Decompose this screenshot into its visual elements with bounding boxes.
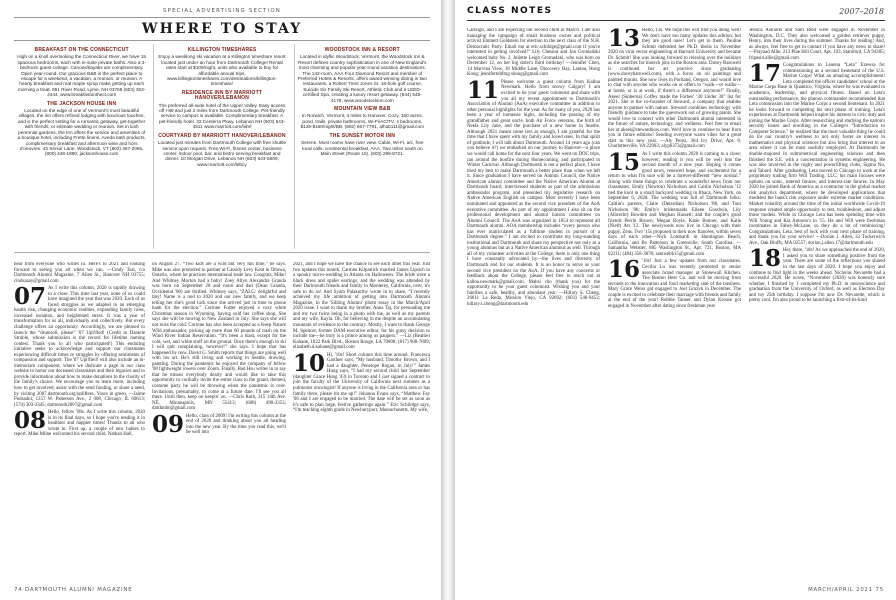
listing-name: COURTYARD BY MARRIOTT HANOVER/LEBANON bbox=[158, 132, 286, 139]
class-year-dropcap: 07 bbox=[14, 283, 47, 311]
class-year-dropcap: 16 bbox=[608, 256, 641, 284]
class-notes-column bbox=[152, 262, 286, 584]
page-folio: MARCH/APRIL 2021 75 bbox=[808, 587, 884, 593]
class-notes-column bbox=[608, 28, 741, 586]
class-note-text: Congratulations to Leanna “Leta” Ezewsa for commissioning as a second lieutenant of the U.S. Marine Corps! What an amazing accomplishment! Leta completed the officer candidates' school at the Marine Corps Base in Quantico, Virginia, where he was evaluated in academics, leadership, and physical fitness. Based on Leta's outstanding performance, the platoon commander recommended that Leta commission into the Marine Corps a second lieutenant. In 2021 he looks forward to completing his next phase of training. Leta's experiences at Dartmouth helped inspire his interest in civic duty and joining the Marine Corps. After researching and studying the nation's security issues and enrolling in the College's “Introduction to Computer Science,” he realized that the most valuable thing he could do for our country's wellness to not only foster an interest in mathematics and physical sciences but also bring that interest to an area where it can be most usefully employed. At Dartmouth he double-majored in sultrometrical engineering sciences and then finished the S.E. with a concentration in systems engineering. He was also involved in the rugby and powerlifting clubs, Sigma Nu, and Tabard. After graduating, Leta moved to Chicago to work at the proprietary trading firm Will Trading, LLC, his main focuses were options on sonic, interest futures, and interest-rate futures. In May 2020 he joined Bank of America as a contractor in the global market risk analytics department, where he developed applications that modeled the bank's risk exposure under extreme market conditions. Market volatility around the time of the initial worldwide Covid-19 response created ample opportunity to test, troubleshoot, and adjust those models. While in Chicago Leta has been spending time with Will Young and Kia Antonio's in '15. He and Will were freshman roommates in Fahey-McLane, so they do a lot of reminiscing! Congratulations, Leta, best of luck with your next phase of training, and thank you for your service! —Dorian J. Allen, 33 Tuckerwich Ave., Oak Bluffs, MA 02557; dorian.j.allen.17@dartmouth.edu bbox=[749, 63, 885, 246]
ad-kicker: SPECIAL ADVERTISING SECTION bbox=[163, 8, 281, 14]
class-year-dropcap: 17 bbox=[749, 60, 782, 88]
class-note-paragraph bbox=[293, 349, 430, 414]
ad-column bbox=[14, 44, 149, 249]
class-notes-column bbox=[14, 262, 145, 584]
class-note-text: 2021, and I hope we have the chance to see each other this year. Just two updates this month. Carmen Kilpatrick married James Lipsich in a spooky micro-wedding in Atlanta on Halloween. The bride wore a black dress and spider earrings, and the wedding was attended by their Dartmouth friends and family in Monterey, California, over, it's safe to do so! And Syam Palakurthy wrote in to share, “I recently achieved my life ambition of getting into Dartmouth Alumni Magazine, in the 'Sibling Alumni' photo essay in the March/April 2020 issue. I want to thank my brother, Anna Taj, for persuading me and my two twins being in a photo with me, as well as my parents and my wife, Kayla. Oh, for believing in me despite an accumulating mountain of evidence to the contrary. Mostly, I want to thank George M. Spencer, former DAM executive editor, for his gutsy decision to include me—he truly is a prince among us paupers.” —Liz (Beattie) Kahane, 1022 Park Blvd., Boston Rouge, LA 70808; (817) 908-7809; elizabeth.d.kahane@gmail.com bbox=[293, 262, 430, 351]
class-note-paragraph bbox=[749, 28, 885, 61]
listing-body: Enjoy a weeklong ski vacation at a Killington timeshare resort located just under an hour from Dartmouth College! Rental rates start at $109/night, units also available to buy for affordable annual trips. www.killingtontimeshares.com/destinations/killington-timeshare/ bbox=[158, 54, 286, 87]
section-title: CLASS NOTES bbox=[467, 6, 553, 16]
class-note-text: Hi, '10s! Short column this time around. Francesca Gardner says, “My husband, Timothy Brown, and I had a daughter, Penelope Rogan, in July!” James Hung says, “I had my second child last September (daughter Grace Hung '43) in Toronto and I just signed a contract to join the faculty of the University of California next summer as a pulmonist oncologist! If anyone is living in the California area or has family there, please hit me up!” Johanna Evans says, “Matthew Fay '06 and I are engaged to be married. The date will be set as soon as it's safe to plan large, festive gatherings again.” Eric Schilidge says, “I'm teaching eighth grade in Newburyport, Massachusetts. My wife, bbox=[293, 352, 430, 414]
class-note-paragraph bbox=[293, 262, 430, 351]
class-note-text: As I write this column 2020 is coming to a close; however, reading it you will be well into the second month of a new year. Hoping it comes good news, renewed hope, and excitement for a return to what I'm sure will be a forever-different “new normal.” Along with these things to celebrate a wonderful news from our classmates. Emily (Newton) Nicholson and Caitlin Nicholson '12 tied the knot in a small backyard wedding in Ithaca, New York, on September 6, 2020. The wedding was full of Dartmouth folks: Caitlin's parents, Claire (Detardian) Nicholson '88, and Toni Nicholson '88; Emily's bridesmaids Eileen Goodwin, Lily (Albrecht) Bowden and Meghan Hassett; and the couple's good friends Perrin Brown, Megan Boyle, Katie Bonner, and Katie (Nieft) Ars '12. The newlyweds now live in Chicago with their puppy, Zeus. Two '15s proposed to their now fiancées, within seven days of each other—Nick Lombardi in Huntington Beach, California, and Bo Patterson in Greenville, South Carolina. —Samantha Webster, 885 Washington St., Apt. 721, Boston, MA 02111; (484) 358-3878; samwebb15@gmail.com bbox=[608, 152, 741, 257]
class-note-text: As I write this column, 2020 is rapidly drawing to a close. This time last year, none of us could have imagined the year that was 2020. Each of us faced struggles as we adapted to an emerging health risk, changing economic realities, expanding family roles, increased isolation, and heightened stress. It was a year of transformation for us all, individually and collectively. But every challenge offers an opportunity. Accordingly, we are pleased to launch the “drumroll, please” '07 Upl!fted! (Credit to Daniele Struble, whose submission is the record for lifetime naming contest. Thank you to all who participated!) This enduring initiative seeks to acknowledge and support our classmates experiencing difficult times or struggles by offering sentiments of compassion and support. The '07 Upl!fted! will also include an in-memoriam component, where we dedicate a page in our class website to honor our deceased classmates and their legacies and to provide information about how to make donations to the charity of the family's choice. We encourage you to learn more, including how to get involved, assist with the send funding, or share a need, by visiting 2007.dartmouth.org/upliftees. Yours in green, —Jaime Podsadni, 1257 W. Patterson Ave., 2 008, Chicago, IL 60613; (574) 303-3345; dartmouth2007@gmail.com bbox=[14, 286, 145, 408]
ad-title: WHERE TO STAY bbox=[141, 21, 303, 37]
class-note-text: Hello, 13s. We hope this will find you doing well! We don't have too many updates this edition, but they are good ones! Let's get to them. Pauline Schmit defended her Ph.D. thesis in November 2020 on viral vector engineering at Harvard University and became Dr. Schmit! She was looking forward to relaxing over the holidays as she searches for biotech jobs in the Boston area. Davey Barnwell is continued her art practice since graduating (www.daveybarnwell.com), with a focus on oil paintings and painted murals. She now lives in Portland, Oregon, and would love to chat with anyone who works on or offers to “walk—or walks—at home, or is at work, if there's a difference anymore!” Finally, Akeel (Sinberna) Coffey made the Forbes' ‘30 Under 30” list for 2021. She is the co-founder of Steward, a company that enables anyone to partner with nature. Steward combines technology with friendly guidance to take the guesswork out of growing plants. She would love to connect with other Dartmouth alumni interested in the future of nature, technology, and wellness. Feel free to email her at akeel@stewardnow.com. We'd love to continue to hear from you in future editions! Sending everyone warm vibes for a great start to this new year. —Aly Perez, 304 Ivy Drive, Apt. 8, Charlottesville, VA 22903; alyp6373@gmail.com bbox=[608, 28, 741, 150]
listing-name: MOUNTAIN VIEW B&B bbox=[334, 106, 391, 113]
class-notes-column bbox=[293, 262, 430, 584]
class-note-text: Hello, fellow '08s. As I write this column, 2020 is in its final days, so I hope you're reading it in healthier and happier times! Thanks to all who wrote in. First up, a couple of new babies to report. Mike Milne welcomed his second child, Nathan Hall, bbox=[14, 410, 145, 438]
listing-name: RESIDENCE INN BY MARRIOTT HANOVER/LEBANON bbox=[181, 89, 263, 102]
class-note-paragraph bbox=[749, 60, 885, 246]
page-gutter bbox=[441, 0, 455, 600]
listing-name: WOODSTOCK INN & RESORT bbox=[324, 47, 400, 53]
class-year-dropcap: 10 bbox=[293, 349, 326, 377]
class-note-text: Please welcome a guest column from Kalina Newmark. Hello from snowy Calgary! I am excited to be your guest columnist and share with you all my recent appointment to Dartmouth's Association of Alumni (AoA) executive committee in addition to other personal highlights for the year. As for many of you, 2020 has been a year of immense highs, including the passing of my grandfather and great uncle, both Air Force veterans, the birth of Neela Lily Jane, and the purchase of a new home in Seattle. Although 2021 meant some less as enough, I am grateful for the time that I have spent with my family and loved ones. In that spirit of gratitude, I will talk about Dartmouth. Around 14 years ago (can you believe it?) we embarked on our journey to Hanover—a place we would call home for the next four years. We went on DOC trips, ran around the bonfire during Homecoming, and participated in Winter Carnival. Although Dartmouth is not a perfect place, I have tried my best to make Dartmouth a better place than when we left it. Since graduation I have served on Alumni Council, the Native American alumni committee and the Native American Alumni at Dartmouth board, interviewed students as part of the admissions ambassador program, and presented my legislative research on Native American English on campus. Most recently I have been nominated and appointed as the second vice president of the AoA executive committee. As part of my appointment I also sit on the professional development and alumni liaison committees on Alumni Council. The AoA was organized in 1854 to represent all Dartmouth alumni. AOA membership includes “every person who has ever matriculated as a fulltime student in pursuit of a Dartmouth degree.” I am excited to contribute my long-standing institutional and Dartmouth and share my perspective not only as a young alumnus but as a Native American alumnus as well. Through all of my volunteer activities at the College, there is only one thing I have constantly advocated by—the lives and diversity of Dartmouth and for our students. It is an honor to serve as your second vice president on the AoA. If you have any concerns or feedback about the College, please feel free to reach out at kalina.newmark@gmail.com. Mahsi cho (thank you) for the opportunity to be your guest columnist. Wishing you and your families a safe, healthy, and abundant year. —Hillary S. Cheng, 26611 La Reda, Mission Viejo, CA 92692; (603) 546-9452; hillary.s.cheng@dartmouth.edu bbox=[467, 79, 600, 307]
ad-rule bbox=[14, 17, 430, 18]
listing-body: Located on the edge of one of Vermont's most beautiful villages, the inn offers refined lodging with luxurious touches, and is the perfect setting for a romantic getaway, get-together with friends, or intimate wedding or reunion. Set in lush perennial gardens, the Inn offers the service and amenities of a boutique hotel, including Frette linens, Aveda bath products, complimentary breakfast and afternoon wine and hors d'oeuvres. 43 Senior Lane, Woodstock, VT (802) 457-2065, (800) 448-1890, jacksonhouse.com bbox=[17, 108, 146, 157]
class-note-paragraph bbox=[14, 407, 145, 438]
listing-body: In Norwich, Vermont, 4 miles to Hanover. Cozy, 150 acres, pond, trails, private bathrooms, Wi-Fi/AC/TV, 4 bedrooms, $125-$160/night/BB. (802) 667-7791, alhub111@gmail.com bbox=[300, 113, 425, 130]
left-page bbox=[0, 0, 441, 600]
class-note-paragraph bbox=[749, 245, 885, 304]
class-year-dropcap: 08 bbox=[14, 407, 47, 435]
page-folio: 74 DARTMOUTH ALUMNI MAGAZINE bbox=[14, 587, 133, 593]
class-note-paragraph bbox=[467, 76, 600, 307]
ad-column bbox=[294, 44, 430, 249]
class-note-text: Carleigh, and I are expecting our second child in March. I am also managing the campaign of small business owner and political activist Emmett Goldstein for election to the next class of the N.H. Democratic Party. Email me at eric.schildge@gmail.com if you're interested in getting involved!” Lily Chesnut and Jon Gromadzki welcomed baby No. 2, Juliette Leigh Gromadzki, who was born on December 12, on her big sister's third birthday! —Jennifer Chen, 14 Marvina View, 18 Middle Lane, Discovery Bay, Lantau, Hong Kong; jennifertobfmg shoug@gmail.com bbox=[467, 28, 600, 78]
class-year-dropcap: 11 bbox=[467, 76, 500, 104]
class-notes-column bbox=[749, 28, 885, 586]
class-year-dropcap: 15 bbox=[608, 149, 641, 177]
listing-body: The preferred all-suite hotel of the Upper Valley. Easy access off I-89 and just 2 miles from Dartmouth College. Pet-friendly service to campus is available. Complimentary breakfast. A pet-friendly hotel. 32 Centerra Pkwy, Lebanon NH (603) 643-4511 www.marriott.com/lebrl bbox=[158, 102, 286, 130]
listing-name: THE JACKSON HOUSE INN bbox=[47, 100, 117, 107]
class-year-dropcap: 18 bbox=[749, 245, 782, 273]
class-note-text: '16s! Just a few updates from our classmates. Cecilia Lu was recently promoted to senior associate brand manager at Stonewall Kitchen. The Boston Beer Co. and will be moving from seconds to the innovation and food marketing side of the business. Mary Grace Weiss got engaged to Joel Grazyk in December. The couple is excited to celebrate their marriage with friends and family at the end of the year! Robbie Tanner and Dylan Krouse got engaged in November after dating since freshman year bbox=[608, 259, 741, 309]
class-note-paragraph bbox=[467, 28, 600, 78]
class-note-text: hear from everyone who writes in. Here's to 2021 and looking forward to seeing you all when we can. —Cindy Tsai, c/o Dartmouth Alumni Magazine, 7 Allen St., Hanover NH 03755; cindsaaay@gmail.com bbox=[14, 262, 145, 284]
class-note-paragraph bbox=[608, 28, 741, 150]
listing-name: KILLINGTON TIMESHARES bbox=[187, 47, 257, 53]
class-note-paragraph bbox=[152, 410, 286, 438]
listing-body: Located just minutes from Dartmouth College with free shuttle service upon request. Free Wi-Fi, fitness center, business center, indoor pool, bar, and bistro serving breakfast and dinner. 10 Morgan Drive, Lebanon NH (603) 643-5600, www.marriott.com/lebcy bbox=[157, 140, 287, 167]
class-year-dropcap: 09 bbox=[152, 410, 185, 438]
where-to-stay-header bbox=[14, 8, 430, 44]
class-note-paragraph bbox=[608, 256, 741, 309]
listing-body: Serene. Most rooms have river view. Cable, Wi-Fi, a/c, free local calls, continental breakfast. AAA. Two miles south on Main Street (Route 10). (603) 298-8721. bbox=[301, 140, 424, 156]
class-range: 2007–2018 bbox=[839, 7, 884, 16]
class-note-text: on August 27. “Two kids are a wild but very fun time,” he says. Mike was also promoted to partner at Cassidy Levy Kent in Ottawa, Ontario, where he practices international trade law. Congrats, Mike! And Whitney Morton had a baby! Zoey Allyn Alexandra Granda was born on September 28 and mom and dad (Dean Granda, Occidental '08) are thrilled. Whitney says, “ZALG: delightful and tiny! Name is a nod to 2020 and our new family, and we keep telling her she's good luck since she arrived just in time to phone bank for the election.” Corinne Foster enjoyed a cozy white Christmas season in Wyoming, having sold her coffee shop. She says she will be moving to New Zealand in July. She says she will not miss the cold. Corinne has also been accepted as a Keep Nature Wild ambassador, picking up more than 60 pounds of trash on the Wind River Indian Reservation. “It's been a blast, except for the cold, wet, and white stuff on the ground. Once there's enough to ski I will quit complaining, however!” she says. I hope that has happened by now. David G. Smith reports that things are going well with his art. He's still living and working in Seattle, drawing, painting. During the pandemic he enjoyed the company of fellow '08 lightweight rowers over Zoom. Finally, Bad Hsu writes in to say that he misses everybody dearly and would like to take this opportunity to cordially invite the entire class to the grand, themed, costume party he will be throwing when the pandemic is over. Invitations, presumably, to come at a future date. I'll see you all there. Until then, keep on keepin' on. —Chris Roth, 315 14th Ave. NE, Minneapolis, MN 55413; (608) 490-3353; darthmbr@gmail.com bbox=[152, 262, 286, 412]
class-note-text: Jessica Astraldo and Sam Reid were engaged in November in Washington, D.C. They also welcomed a golden retriever puppy, Henry, into their lives during the summer. Thanks for reading! And, as always, feel free to get in contact if you have any news to share! —Prayaad Allie, 213 Pine Hill Court, Apt. 103, Stamford, CA 94305; fripasid.allie@gmail.com bbox=[749, 28, 885, 61]
ad-bottom-rule bbox=[14, 252, 430, 253]
class-note-text: Hello, class of 2009! I'm writing this column at the end of 2020 and thinking about you all heading into the new year. By the time you read this, we'll be well into bbox=[186, 413, 286, 436]
listing-body: High on a knoll overlooking the Connecticut River, we have 15 spacious bedrooms, each with in-suite private baths. Also a 3-bedroom guest cottage. Canoes/kayaks are complimentary. Open year-round. Our gracious B&B is the perfect place to escape for a weekend, a vacation, a reunion, or reunion. A hearty breakfast and real maple syrup make getting up each morning a treat. 651 River Road, Lyme, NH 03768 (603) 353-4444, www.breakfastonthect.com bbox=[17, 54, 147, 98]
ad-column bbox=[153, 44, 289, 249]
right-page bbox=[455, 0, 896, 600]
ad-rule-bottom bbox=[14, 40, 430, 41]
listing-name: THE SUNSET MOTOR INN bbox=[329, 132, 396, 139]
listing-name: BREAKFAST ON THE CONNECTICUT bbox=[34, 47, 129, 53]
header-rule bbox=[467, 20, 885, 21]
ad-listings bbox=[14, 44, 430, 249]
class-notes-column bbox=[467, 28, 600, 586]
class-note-paragraph bbox=[608, 149, 741, 257]
listing-body: Located in idyllic Woodstock, Vermont, the Woodstock Inn & Resort defines country sophistication in one of New England's most charming and popular year-round vacation destinations. The 142-room, AAA Four Diamond Resort and member of Preferred Hotels & Resorts, offers award-winning dining in two restaurants, a Robert Trent Jones Sr. 18-hole golf course, Suicide Six Family Ski Resort, Athletic Club and a LEED-certified Spa, creating a luxury resort getaway. (844) 545-4178, www.woodstockinn.com bbox=[297, 54, 427, 103]
class-note-paragraph bbox=[14, 283, 145, 408]
class-note-text: Hey there, '18s! As we approached the end of 2020, I asked you to share something positive from the year. There are some of the reflections you shared in the last days of 2020. I hope you enjoy and continue to find light in the weeks ahead. Nicholas Nevarette had a successful 2020. He wrote, “November (2020) was honestly sure whether, I finished by 1 completed my Ph.D. in neuroscience and graduation from the University of Oxford, as well as Election Day and my 25th birthday. I suppose I'm now Dr. Nevarette, which is pretty cool. I'm also proud to be launching a first-of-its-kind bbox=[749, 248, 885, 304]
class-note-paragraph bbox=[152, 262, 286, 412]
class-year-dropcap: 13 bbox=[608, 28, 641, 52]
class-note-paragraph bbox=[14, 262, 145, 284]
